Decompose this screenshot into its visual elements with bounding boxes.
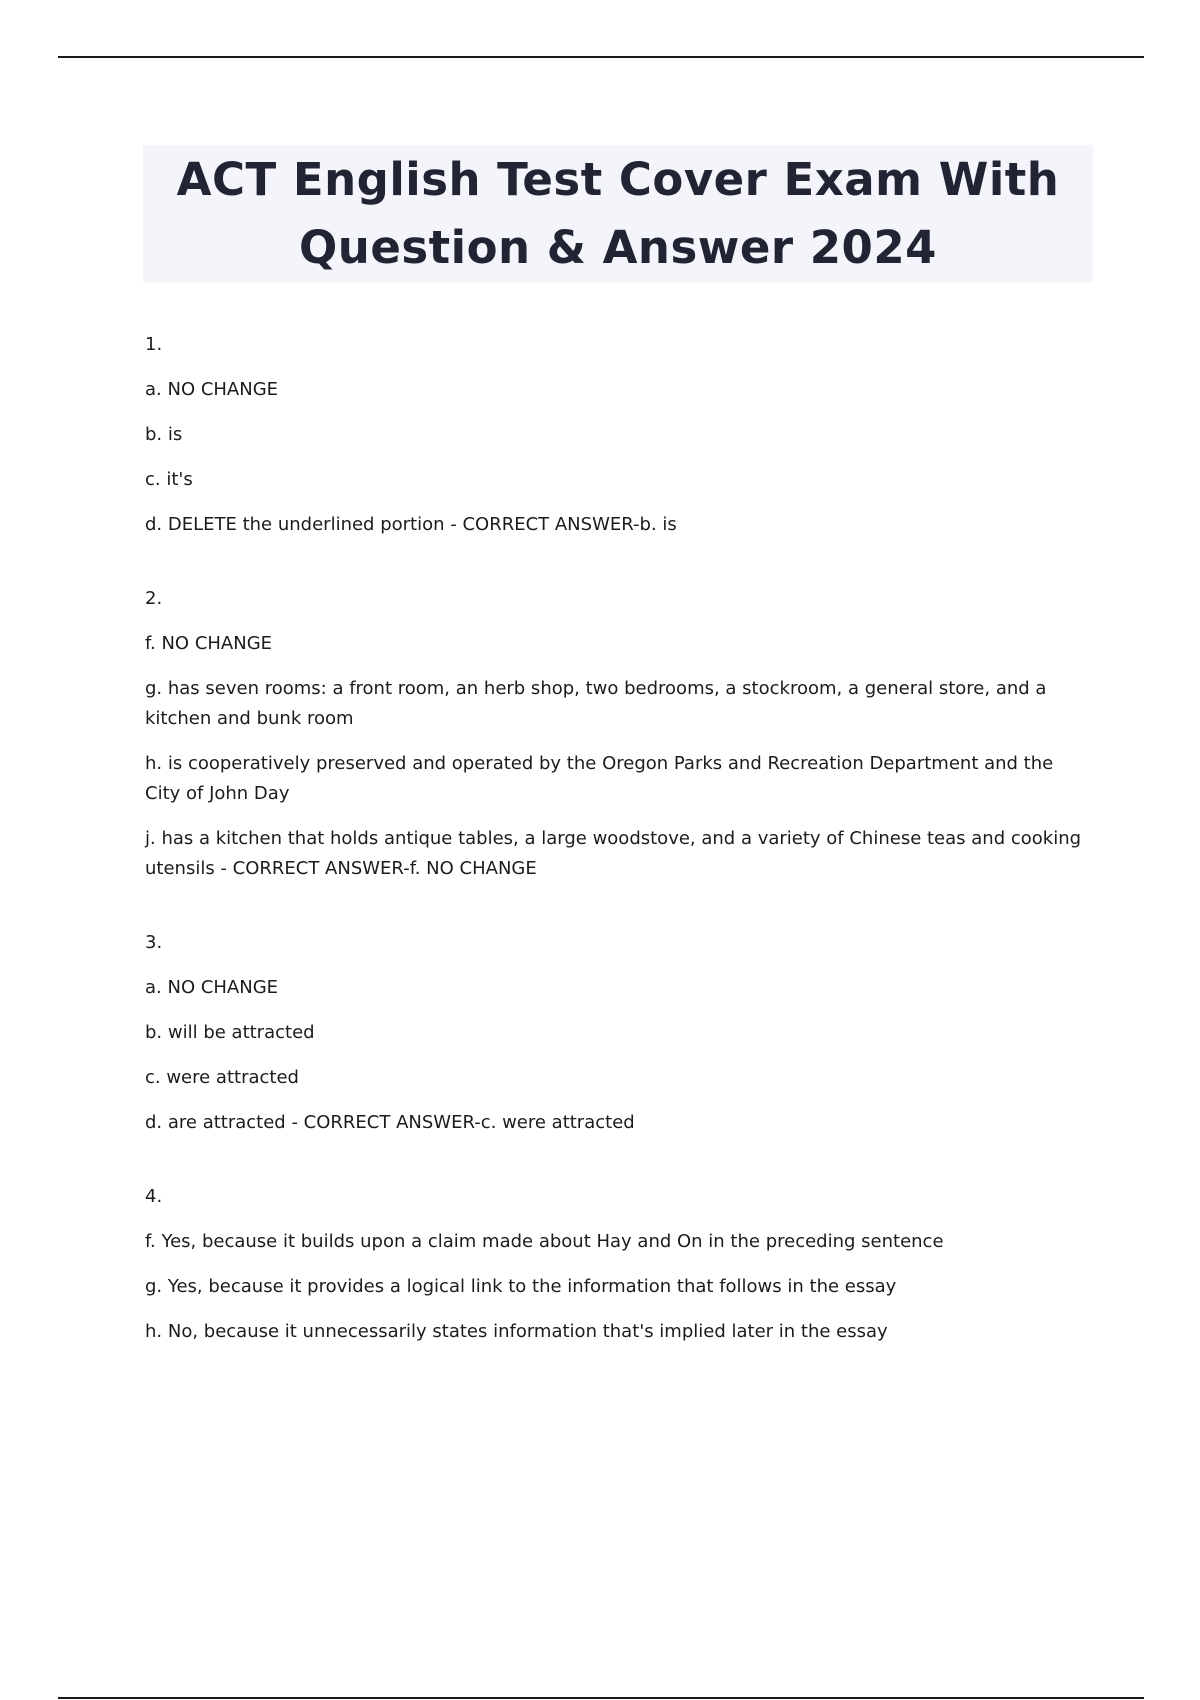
answer-option: a. NO CHANGE xyxy=(145,379,279,400)
question-number: 2. xyxy=(145,588,163,609)
answer-option: f. NO CHANGE xyxy=(145,633,273,654)
questions-list xyxy=(145,330,1085,1391)
title-banner xyxy=(143,145,1093,283)
answer-option: a. NO CHANGE xyxy=(145,977,279,998)
answer-option: h. is cooperatively preserved and operated by the Oregon Parks and Recreation Department and the City of John Day xyxy=(145,753,1054,804)
question-3 xyxy=(145,928,1085,1138)
answer-option: h. No, because it unnecessarily states information that's implied later in the essay xyxy=(145,1321,888,1342)
answer-option: b. will be attracted xyxy=(145,1022,315,1043)
answer-option-with-correct-answer: d. DELETE the underlined portion - CORRECT ANSWER-b. is xyxy=(145,514,677,535)
answer-option: c. it's xyxy=(145,469,193,490)
question-number: 3. xyxy=(145,932,163,953)
answer-option: g. Yes, because it provides a logical link to the information that follows in the essay xyxy=(145,1276,897,1297)
answer-option: g. has seven rooms: a front room, an herb shop, two bedrooms, a stockroom, a general store, and a kitchen and bunk room xyxy=(145,678,1047,729)
bottom-rule xyxy=(58,1697,1144,1699)
question-number: 4. xyxy=(145,1186,163,1207)
question-number: 1. xyxy=(145,334,163,355)
question-1 xyxy=(145,330,1085,540)
answer-option: b. is xyxy=(145,424,183,445)
top-rule xyxy=(58,56,1144,58)
answer-option-with-correct-answer: j. has a kitchen that holds antique tables, a large woodstove, and a variety of Chinese teas and cooking utensils - CORRECT ANSWER-f. NO CHANGE xyxy=(145,828,1082,879)
question-2 xyxy=(145,584,1085,884)
answer-option: c. were attracted xyxy=(145,1067,299,1088)
answer-option-with-correct-answer: d. are attracted - CORRECT ANSWER-c. were attracted xyxy=(145,1112,635,1133)
document-title: ACT English Test Cover Exam With Question & Answer 2024 xyxy=(176,153,1060,274)
answer-option: f. Yes, because it builds upon a claim made about Hay and On in the preceding sentence xyxy=(145,1231,944,1252)
question-4 xyxy=(145,1182,1085,1347)
